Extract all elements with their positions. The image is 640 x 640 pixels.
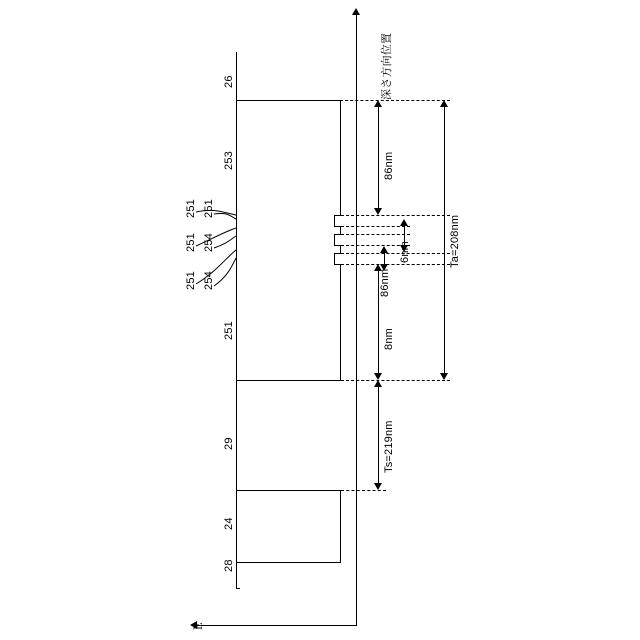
profile-notch-top-1 <box>334 215 341 216</box>
dim-label-bottom86: 8nm <box>383 328 395 350</box>
dim-label-ts: Ts=219nm <box>383 420 395 473</box>
profile-wall-24 <box>340 490 341 562</box>
leader-label-251-d: 251 <box>185 271 197 290</box>
dim-line-bottom86 <box>378 271 379 373</box>
profile-notch-wall-2 <box>334 234 335 245</box>
dim-line-ta <box>444 107 445 373</box>
dim-arrow-top86-down <box>374 208 382 215</box>
layer-label-28: 28 <box>223 559 235 572</box>
profile-notch-riser-1 <box>340 226 341 234</box>
axis-label-depth: 深さ方向位置 <box>381 32 393 100</box>
profile-notch-riser-2 <box>340 245 341 253</box>
dim-arrow-ta-down <box>440 373 448 380</box>
dim-label-ta: Ta=208nm <box>449 214 461 268</box>
profile-wall-253 <box>340 100 341 215</box>
dash-line-254a <box>341 226 410 227</box>
dash-line-251b <box>341 234 410 235</box>
leader-label-251-c: 251 <box>185 233 197 252</box>
leader-3 <box>196 228 236 246</box>
dim-arrow-top86-up <box>374 100 382 107</box>
dash-line-251c <box>341 253 450 254</box>
profile-step-29-24 <box>236 490 340 491</box>
depth-axis-line <box>356 14 357 626</box>
layer-label-26: 26 <box>223 75 235 88</box>
layer-label-253: 253 <box>223 151 235 170</box>
layer-label-24: 24 <box>223 517 235 530</box>
dash-line-29-bottom <box>341 490 386 491</box>
dash-line-251a <box>341 215 450 216</box>
leader-label-254-b: 254 <box>203 271 215 290</box>
leader-label-254-a: 254 <box>203 233 215 252</box>
profile-notch-top-2 <box>334 234 341 235</box>
layer-label-29: 29 <box>223 437 235 450</box>
dim-arrow-bottom86-down <box>374 373 382 380</box>
origin-line <box>196 625 356 626</box>
leader-5 <box>196 250 236 284</box>
profile-bottom-cap <box>236 588 240 589</box>
profile-step-252-29 <box>236 380 341 381</box>
profile-notch-wall-3 <box>334 253 335 264</box>
profile-step-26 <box>236 100 340 101</box>
profile-left-wall <box>236 52 237 588</box>
leader-1 <box>196 210 236 215</box>
profile-notch-wall-1 <box>334 215 335 226</box>
dim-line-8nm <box>384 253 385 264</box>
origin-label: Ｅ <box>193 620 205 632</box>
dim-line-top86 <box>378 107 379 208</box>
dim-arrow-ta-up <box>440 100 448 107</box>
leader-label-251-b: 251 <box>203 199 215 218</box>
dash-line-top <box>340 100 450 101</box>
dim-arrow-8nm-up <box>380 246 388 253</box>
dim-label-top86: 86nm <box>383 151 395 180</box>
profile-notch-top-3 <box>334 253 341 254</box>
dim-line-ts <box>378 387 379 483</box>
dim-arrow-6nm-up <box>400 219 408 226</box>
dash-line-252-bottom <box>341 380 450 381</box>
dim-arrow-ts-down <box>374 483 382 490</box>
profile-step-24-28 <box>236 562 341 563</box>
dim-label-8nm: 86nm <box>379 268 391 297</box>
leader-6 <box>214 258 236 286</box>
dim-arrow-ts-up <box>374 380 382 387</box>
dim-label-6nm: 6nm <box>399 241 411 263</box>
profile-wall-252 <box>340 264 341 380</box>
leader-label-251-a: 251 <box>185 199 197 218</box>
leader-4 <box>214 236 236 248</box>
leader-2 <box>214 213 236 219</box>
dim-arrow-bottom86-up <box>374 264 382 271</box>
layer-label-252: 251 <box>223 321 235 340</box>
dash-line-251d <box>341 264 450 265</box>
